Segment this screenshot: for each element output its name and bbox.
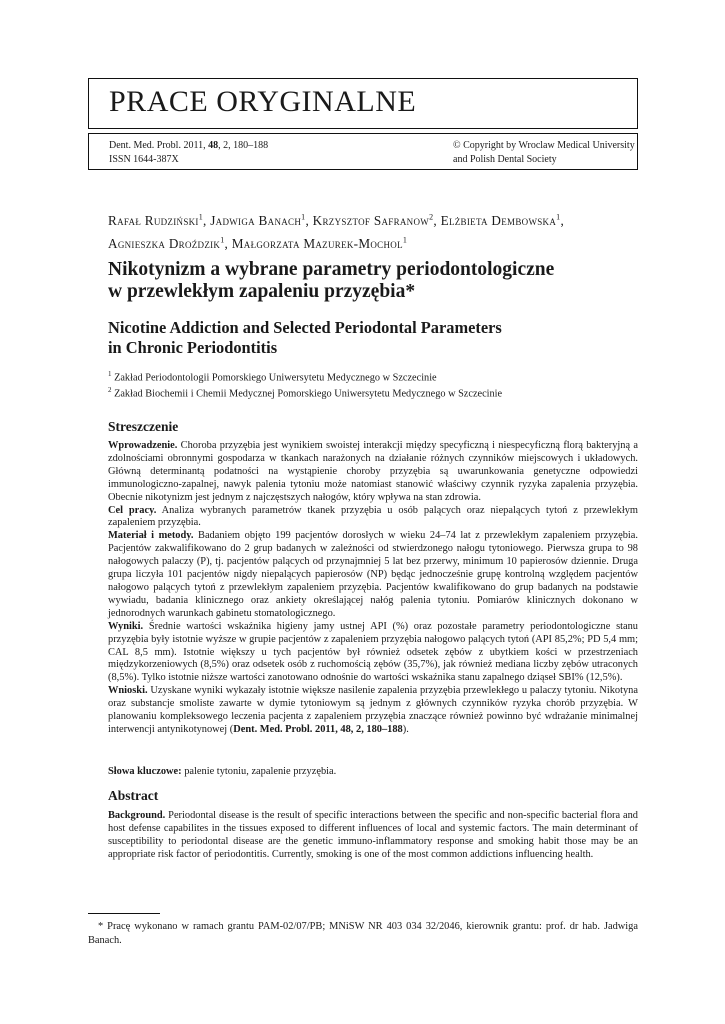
- author-separator: ,: [560, 213, 565, 229]
- paragraph-label: Wprowadzenie.: [108, 440, 178, 451]
- journal-meta-box: [88, 133, 638, 170]
- paragraph-label: Background.: [108, 810, 166, 821]
- paragraph-label: Wnioski.: [108, 685, 148, 697]
- author-affiliation-mark: 1: [301, 213, 306, 222]
- affiliation-text: Zakład Biochemii i Chemii Medycznej Pomorskiego Uniwersytetu Medycznego w Szczecinie: [111, 388, 503, 400]
- author: [210, 213, 312, 228]
- author-affiliation-mark: 2: [429, 213, 434, 222]
- paragraph-text: Uzyskane wyniki wykazały istotnie większe nasilenie zapalenia przyzębia przewlekłego u palaczy tytoniu. Nikotyna oraz substancje smoliste zawarte w dymie tytoniowym są jednym z głównych czynników ryzyka chorób przyzębia. W planowaniu kompleksowego leczenia pacjenta z zapaleniem przyzębia znaczące również powinno być wdrażanie minimalnej interwencji antynikotynowej (: [108, 685, 638, 735]
- affiliations: [108, 368, 648, 401]
- author-separator: ,: [224, 235, 232, 251]
- journal-citation: [109, 139, 268, 167]
- wprowadzenie-paragraph: [108, 440, 638, 505]
- keywords-label: Słowa kluczowe:: [108, 766, 182, 777]
- paragraph-text: Periodontal disease is the result of specific interactions between the specific and non-specific bacterial flora and host defense capabilites in the tissues exposed to different influences of local and systemic factors. The main determinant of susceptibility to periodontal disease are the genetic immuno-inflammatory response and smoking habit those may be an appropriate risk factor of periodontitis. Currently, smoking is one of the most common addictions influencing health.: [108, 810, 638, 860]
- article-title-english: [108, 318, 648, 358]
- copyright-notice: [453, 139, 635, 167]
- copyright-line-1: © Copyright by Wroclaw Medical University: [453, 140, 635, 151]
- author-separator: ,: [433, 213, 441, 229]
- author-name: Krzysztof Safranow: [312, 213, 430, 229]
- keywords-text: palenie tytoniu, zapalenie przyzębia.: [181, 766, 337, 777]
- author: [313, 213, 441, 228]
- journal-volume: 48: [208, 140, 219, 151]
- affiliation-item: [108, 384, 648, 400]
- title-line: Nikotynizm a wybrane parametry periodontologiczne: [108, 259, 555, 280]
- author-name: Agnieszka Droździk: [108, 235, 221, 251]
- section-header-box: [88, 78, 638, 129]
- author-name: Rafał Rudziński: [108, 213, 199, 229]
- material-paragraph: [108, 530, 638, 620]
- author-affiliation-mark: 1: [198, 213, 204, 222]
- title-line: in Chronic Periodontitis: [108, 338, 278, 357]
- author-affiliation-mark: 1: [402, 235, 408, 245]
- wyniki-paragraph: [108, 621, 638, 686]
- author-list: [108, 208, 638, 253]
- author: [232, 236, 407, 251]
- paragraph-label: Materiał i metody.: [108, 530, 194, 542]
- journal-prefix: Dent. Med. Probl. 2011,: [109, 140, 209, 151]
- affiliation-number: 1: [108, 370, 112, 378]
- journal-issn: ISSN 1644-387X: [109, 154, 179, 165]
- streszczenie-heading: Streszczenie: [108, 419, 179, 434]
- author-affiliation-mark: 1: [220, 235, 225, 245]
- journal-issue-pages: , 2, 180–188: [218, 140, 269, 151]
- author-separator: ,: [203, 213, 211, 229]
- affiliation-text: Zakład Periodontologii Pomorskiego Uniwersytetu Medycznego w Szczecinie: [111, 372, 437, 384]
- section-title: PRACE ORYGINALNE: [109, 85, 417, 118]
- author: [441, 213, 564, 228]
- footnote: * Pracę wykonano w ramach grantu PAM-02/07/PB; MNiSW NR 403 034 32/2046, kierownik grantu: prof. dr hab. Jadwiga Banach.: [88, 921, 638, 946]
- paragraph-text-end: ).: [402, 723, 409, 735]
- wnioski-paragraph: [108, 685, 638, 737]
- cel-paragraph: [108, 505, 638, 531]
- paragraph-text: Analiza wybranych parametrów tkanek przyzębia u osób palących oraz niepalących tytoń z przewlekłym zapaleniem przyzębia.: [108, 504, 638, 529]
- keywords: [108, 765, 638, 778]
- copyright-line-2: and Polish Dental Society: [453, 154, 557, 165]
- title-line: w przewlekłym zapaleniu przyzębia*: [108, 281, 416, 302]
- paragraph-label: Cel pracy.: [108, 504, 157, 516]
- author-name: Małgorzata Mazurek-Mochol: [231, 235, 403, 251]
- paragraph-label: Wyniki.: [108, 620, 144, 632]
- author-affiliation-mark: 1: [556, 213, 561, 222]
- author: [108, 236, 232, 251]
- author-name: Elżbieta Dembowska: [440, 213, 557, 229]
- citation: Dent. Med. Probl. 2011, 48, 2, 180–188: [233, 723, 403, 735]
- paragraph-text: Choroba przyzębia jest wynikiem swoistej interakcji między specyficzną i niespecyficzną florą bakteryjną a zdolnościami obronnymi gospodarza w tkankach narażonych na działanie różnych czynników miejscowych i układowych. Główną determinantą podatności na wystąpienie choroby przyzębia są uwarunkowania genetyczne odpowiedzi immunologiczno-zapalnej, nawyk palenia tytoniu może natomiast stanowić właściwy czynnik ryzyka zapalenia przyzębia. Obecnie nikotynizm jest jednym z najczęstszych nałogów, który wpływa na stan zdrowia.: [108, 440, 638, 503]
- title-line: Nicotine Addiction and Selected Periodontal Parameters: [108, 318, 502, 337]
- abstract-heading: Abstract: [108, 788, 159, 803]
- author-name: Jadwiga Banach: [210, 213, 302, 229]
- author-separator: ,: [305, 213, 313, 229]
- affiliation-number: 2: [108, 386, 112, 395]
- footnote-rule: [88, 913, 160, 914]
- abstract-body: [108, 810, 638, 862]
- streszczenie-body: [108, 440, 638, 737]
- article-title-polish: [108, 259, 648, 303]
- author: [108, 213, 210, 228]
- paragraph-text: Średnie wartości wskaźnika higieny jamy ustnej API (%) oraz pozostałe parametry periodontologiczne stanu przyzębia były istotnie wyższe w grupie pacjentów z zapaleniem przyzębia nałogowo palących tytoń (API 85,2%; PD 5,4 mm; CAL 8,5 mm). Istotnie większy u tych pacjentów był również odsetek zębów z ubytkiem kości w przestrzeniach międzykorzeniowych (8,5%) oraz odsetek osób z ruchomością zębów (35,7%), jak również mediana liczby zębów utraconych (8,5%). Tylko istotnie niższe wartości zanotowano odnośnie do wartości wskaźnika stanu zapalnego dziąseł SBI% (12,5%).: [108, 620, 638, 684]
- affiliation-item: [108, 368, 648, 384]
- paragraph-text: Badaniem objęto 199 pacjentów dorosłych w wieku 24–74 lat z przewlekłym zapaleniem przyzębia. Pacjentów zakwalifikowano do 2 grup badanych w zależności od stwierdzonego nałogu tytoniowego. Pierwsza grupa to 98 nałogowych palaczy (P), tj. pacjentów palących od przynajmniej 5 lat bez przerwy, minimum 10 papierosów dziennie. Druga grupa liczyła 101 pacjentów nigdy niepalących papierosów (NP) będąc jednocześnie grupę kontrolną względem pacjentów nałogowo palących tytoń z przewlekłym zapaleniem przyzębia. Pacjentów kwalifikowano do grup badanych na podstawie wywiadu, badania klinicznego oraz ankiety określającej nałóg palenia tytoniu. Pomiarów klinicznych dokonano w jednorodnych warunkach gabinetu stomatologicznego.: [108, 530, 638, 619]
